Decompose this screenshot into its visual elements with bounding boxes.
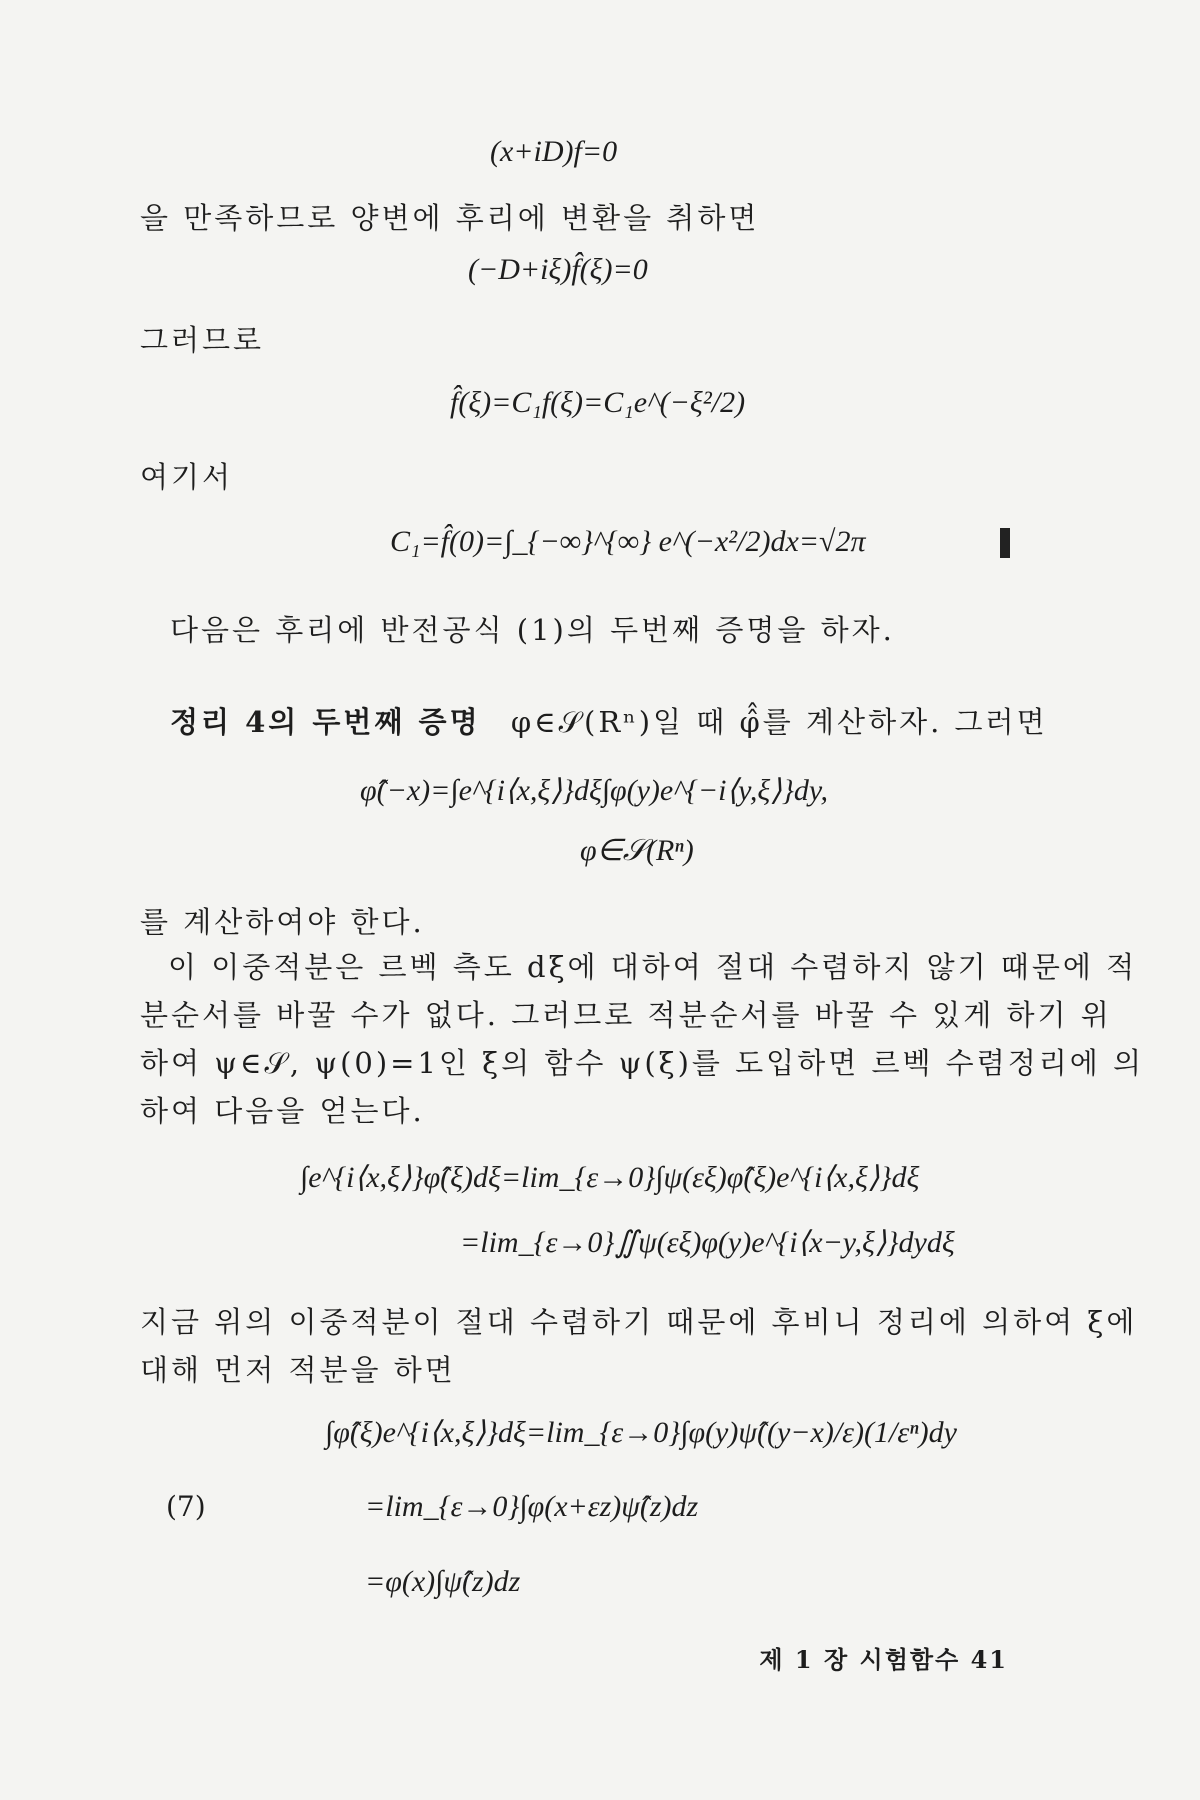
paragraph-line: 지금 위의 이중적분이 절대 수렴하기 때문에 후비니 정리에 의하여 ξ에 [140,1305,1138,1339]
equation-2: (−D+iξ)f̂(ξ)=0 [468,253,648,286]
equation-1: (x+iD)f=0 [490,135,618,168]
text-line: 다음은 후리에 반전공식 (1)의 두번째 증명을 하자. [170,613,895,647]
theorem-heading [170,700,1048,741]
equation-4: C₁=f̂(0)=∫_{−∞}^{∞} e^(−x²/2)dx=√2π [390,525,866,558]
text-line: 여기서 [140,460,234,494]
equation-11: =φ(x)∫ψ̂(z)dz [365,1565,521,1598]
equation-10: =lim_{ε→0}∫φ(x+εz)ψ̂(z)dz [365,1490,699,1523]
equation-3: f̂(ξ)=C₁f(ξ)=C₁e^(−ξ²/2) [450,386,746,419]
end-of-proof-mark [1000,528,1010,558]
text-line: 을 만족하므로 양변에 후리에 변환을 취하면 [140,201,760,235]
text-line: 그러므로 [140,323,265,357]
equation-number: (7) [166,1490,206,1523]
equation-9: ∫φ̂(ξ)e^{i⟨x,ξ⟩}dξ=lim_{ε→0}∫φ(y)ψ̂((y−x)/ε)(1/εⁿ)dy [325,1416,957,1449]
equation-6: φ∈𝒮(Rⁿ) [580,834,694,867]
theorem-label: 정리 4의 두번째 증명 [170,705,481,739]
page-footer: 제 1 장 시험함수 41 [759,1645,1008,1674]
paragraph-line: 분순서를 바꿀 수가 없다. 그러므로 적분순서를 바꿀 수 있게 하기 위 [140,998,1112,1032]
paragraph-line: 대해 먼저 적분을 하면 [140,1353,456,1387]
text-line: 를 계산하여야 한다. [140,905,425,939]
equation-8: =lim_{ε→0}∬ψ(εξ)φ(y)e^{i⟨x−y,ξ⟩}dydξ [460,1226,955,1259]
paragraph-line: 하여 ψ∈𝒮, ψ(0)=1인 ξ의 함수 ψ(ξ)를 도입하면 르벡 수렴정리에 의 [140,1046,1144,1080]
theorem-text: φ∈𝒮(Rⁿ)일 때 φ̂̂를 계산하자. 그러면 [510,705,1048,739]
paragraph-line: 이 이중적분은 르벡 측도 dξ에 대하여 절대 수렴하지 않기 때문에 적 [168,950,1138,984]
paragraph-line: 하여 다음을 얻는다. [140,1094,425,1128]
equation-5: φ̂̂(−x)=∫e^{i⟨x,ξ⟩}dξ∫φ(y)e^{−i⟨y,ξ⟩}dy, [360,774,829,807]
equation-7: ∫e^{i⟨x,ξ⟩}φ̂(ξ)dξ=lim_{ε→0}∫ψ(εξ)φ̂(ξ)e^{i⟨x,ξ⟩}dξ [300,1161,920,1194]
